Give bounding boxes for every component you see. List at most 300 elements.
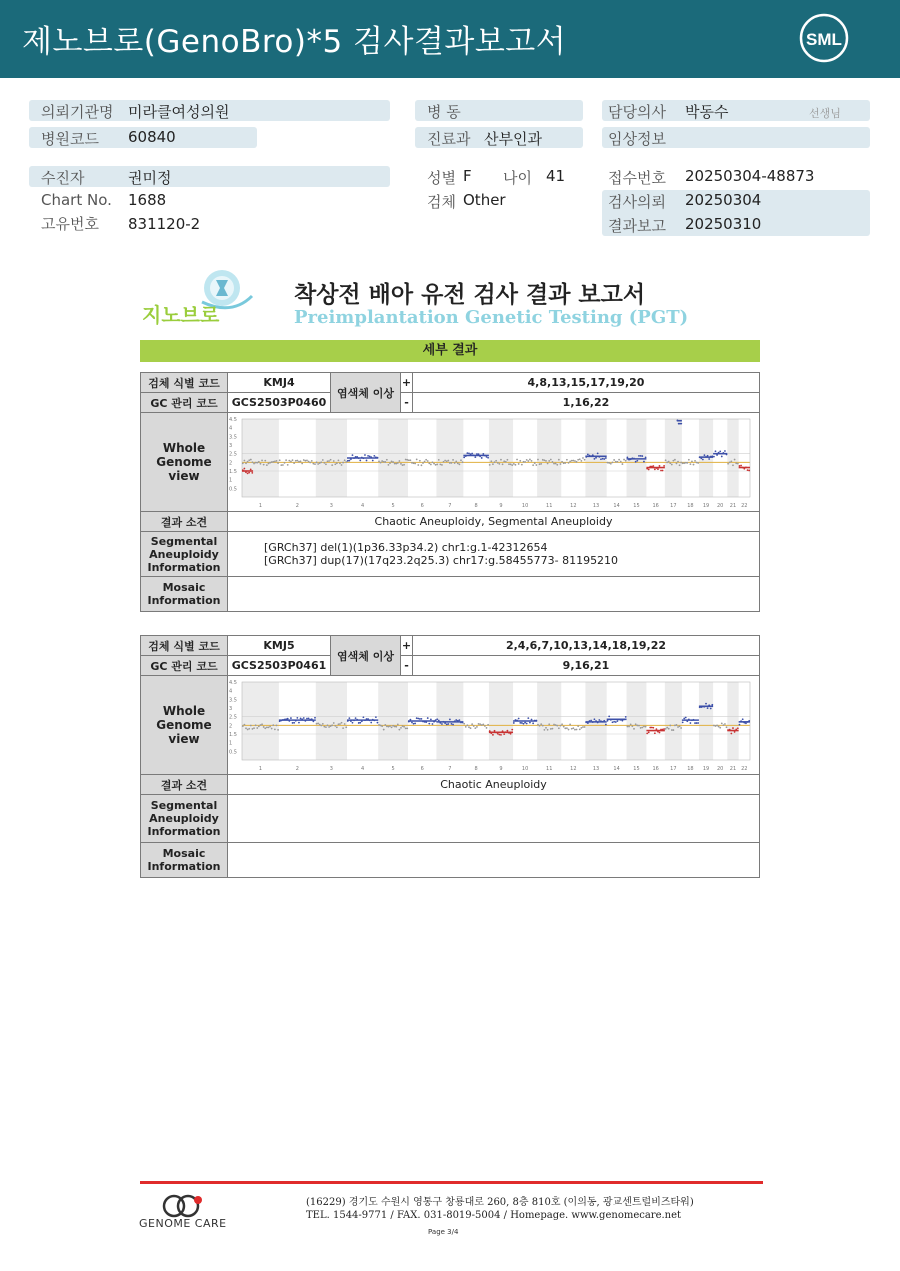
y-tick-label: 2 <box>229 723 233 730</box>
doctor-value: 박동수 <box>685 103 729 121</box>
data-point <box>726 726 728 728</box>
data-point <box>600 458 602 460</box>
data-point <box>325 463 327 465</box>
sml-logo-text: SML <box>806 30 842 49</box>
data-point <box>574 729 576 731</box>
data-point <box>358 722 360 724</box>
data-point <box>433 463 435 465</box>
data-point <box>427 460 429 462</box>
data-point <box>264 460 266 462</box>
data-point <box>686 462 688 464</box>
data-point <box>640 727 642 729</box>
chromosome-band <box>665 682 682 760</box>
data-point <box>519 722 521 724</box>
data-point <box>617 720 619 722</box>
data-point <box>594 458 596 460</box>
data-point <box>359 722 361 724</box>
data-point <box>312 463 314 465</box>
data-point <box>339 723 341 725</box>
data-point <box>416 717 418 719</box>
data-point <box>309 462 311 464</box>
data-point <box>610 463 612 465</box>
data-point <box>411 462 413 464</box>
data-point <box>389 725 391 727</box>
data-point <box>654 732 656 734</box>
data-point <box>317 463 319 465</box>
data-point <box>397 462 399 464</box>
x-tick-label: 11 <box>546 503 553 509</box>
data-point <box>422 462 424 464</box>
chromosome-segment-10 <box>513 717 537 724</box>
x-tick-label: 17 <box>670 503 677 509</box>
data-point <box>334 463 336 465</box>
data-point <box>680 462 682 464</box>
data-point <box>719 450 721 452</box>
y-tick-label: 3.5 <box>229 434 237 441</box>
data-point <box>419 718 421 720</box>
data-point <box>320 725 322 727</box>
data-point <box>613 459 615 461</box>
data-point <box>732 464 734 466</box>
data-point <box>378 461 380 463</box>
data-point <box>618 459 620 461</box>
data-point <box>500 459 502 461</box>
data-point <box>336 462 338 464</box>
x-tick-label: 1 <box>258 766 263 772</box>
data-point <box>384 724 386 726</box>
data-point <box>665 728 667 730</box>
data-point <box>734 459 736 461</box>
y-tick-label: 0.5 <box>229 749 237 756</box>
data-point <box>597 453 599 455</box>
data-point <box>542 725 544 727</box>
data-point <box>381 460 383 462</box>
data-point <box>540 463 542 465</box>
data-point <box>242 725 244 727</box>
data-point <box>566 459 568 461</box>
chromosome-segment-4 <box>347 454 378 462</box>
data-point <box>284 462 286 464</box>
sml-logo <box>798 12 850 64</box>
data-point <box>677 726 679 728</box>
data-point <box>466 724 468 726</box>
y-tick-label: 2.5 <box>229 714 237 721</box>
data-point <box>355 717 357 719</box>
chromosome-abnormality-label: 염색체 이상 <box>331 373 401 413</box>
data-point <box>576 461 578 463</box>
doctor-suffix: 선생님 <box>809 107 841 120</box>
chromosome-band <box>378 682 408 760</box>
data-point <box>298 461 300 463</box>
data-point <box>626 726 628 728</box>
data-point <box>362 716 364 718</box>
data-point <box>735 462 737 464</box>
data-point <box>344 723 346 725</box>
x-tick-label: 16 <box>652 503 659 509</box>
dept-value: 산부인과 <box>484 130 542 148</box>
data-point <box>303 717 305 719</box>
data-point <box>260 463 262 465</box>
x-tick-label: 20 <box>717 766 724 772</box>
data-point <box>466 452 468 454</box>
data-point <box>669 725 671 727</box>
data-point <box>345 726 347 728</box>
id-label: 고유번호 <box>41 215 99 233</box>
data-point <box>394 463 396 465</box>
data-point <box>641 455 643 457</box>
data-point <box>348 717 350 719</box>
data-point <box>406 459 408 461</box>
y-tick-label: 4 <box>229 688 233 695</box>
data-point <box>462 461 464 463</box>
data-point <box>694 460 696 462</box>
genobro-logo-text: 지노브로 <box>142 303 220 327</box>
ward-label: 병 동 <box>427 103 461 121</box>
data-point <box>620 461 622 463</box>
patient-value: 권미정 <box>128 169 172 187</box>
data-point <box>417 464 419 466</box>
data-point <box>359 460 361 462</box>
data-point <box>529 722 531 724</box>
data-point <box>608 716 610 718</box>
data-point <box>248 728 250 730</box>
data-point <box>513 722 515 724</box>
chromosome-segment-12 <box>561 723 585 730</box>
chromosome-segment-22 <box>739 718 751 725</box>
data-point <box>473 725 475 727</box>
data-point <box>633 728 635 730</box>
data-point <box>478 723 480 725</box>
x-tick-label: 14 <box>613 766 620 772</box>
x-tick-label: 6 <box>420 503 424 509</box>
data-point <box>742 718 744 720</box>
data-point <box>638 455 640 457</box>
data-point <box>476 453 478 455</box>
section-detailed-results: 세부 결과 <box>140 340 760 362</box>
gain-chromosomes: 2,4,6,7,10,13,14,18,19,22 <box>413 636 760 656</box>
patient-label: 수진자 <box>41 169 85 187</box>
sex-label: 성별 <box>427 169 456 187</box>
data-point <box>319 462 321 464</box>
data-point <box>276 724 278 726</box>
page-number: Page 3/4 <box>428 1228 459 1236</box>
data-point <box>572 460 574 462</box>
x-tick-label: 19 <box>702 503 710 509</box>
data-point <box>327 724 329 726</box>
data-point <box>515 464 517 466</box>
data-point <box>446 460 448 462</box>
data-point <box>574 460 576 462</box>
data-point <box>402 464 404 466</box>
whole-genome-plot <box>228 676 756 774</box>
y-tick-label: 3 <box>229 443 233 449</box>
data-point <box>617 461 619 463</box>
data-point <box>290 717 292 719</box>
y-tick-label: 1.5 <box>229 732 237 738</box>
data-point <box>352 454 354 456</box>
chromosome-band <box>627 419 647 497</box>
data-point <box>458 719 460 721</box>
data-point <box>341 722 343 724</box>
data-point <box>532 464 534 466</box>
data-point <box>659 732 661 734</box>
data-point <box>386 459 388 461</box>
data-point <box>652 727 654 729</box>
data-point <box>640 455 642 457</box>
data-point <box>274 460 276 462</box>
data-point <box>256 727 258 729</box>
gc-code-value: GCS2503P0461 <box>228 656 331 676</box>
data-point <box>510 733 512 735</box>
data-point <box>280 464 282 466</box>
data-point <box>612 462 614 464</box>
x-tick-label: 5 <box>391 503 395 509</box>
data-point <box>261 460 263 462</box>
data-point <box>595 457 597 459</box>
id-value: 831120-2 <box>128 215 201 233</box>
chromosome-band <box>436 682 463 760</box>
data-point <box>266 464 268 466</box>
data-point <box>424 461 426 463</box>
whole-genome-view-label: Whole Genome view <box>141 413 228 512</box>
data-point <box>481 724 483 726</box>
data-point <box>527 460 529 462</box>
data-point <box>694 722 696 724</box>
data-point <box>490 460 492 462</box>
report-header <box>0 0 900 78</box>
data-point <box>663 728 665 730</box>
data-point <box>244 460 246 462</box>
chromosome-band <box>378 419 408 497</box>
data-point <box>531 719 533 721</box>
data-point <box>542 459 544 461</box>
data-point <box>654 468 656 470</box>
data-point <box>427 717 429 719</box>
sample-code-value: KMJ4 <box>228 373 331 393</box>
chromosome-band <box>699 682 713 760</box>
data-point <box>497 462 499 464</box>
data-point <box>419 460 421 462</box>
data-point <box>737 463 739 465</box>
data-point <box>584 726 586 728</box>
x-tick-label: 3 <box>329 766 333 772</box>
data-point <box>430 719 432 721</box>
data-point <box>272 724 274 726</box>
data-point <box>316 461 318 463</box>
data-point <box>697 722 699 724</box>
data-point <box>330 725 332 727</box>
data-point <box>432 723 434 725</box>
data-point <box>607 462 609 464</box>
data-point <box>564 462 566 464</box>
data-point <box>555 724 557 726</box>
segmental-line: [GRCh37] dup(17)(17q23.2q25.3) chr17:g.58455773- 81195210 <box>264 554 619 567</box>
data-point <box>455 719 457 721</box>
data-point <box>333 460 335 462</box>
data-point <box>325 726 327 728</box>
chromosome-band <box>665 419 682 497</box>
data-point <box>648 469 650 471</box>
data-point <box>308 461 310 463</box>
data-point <box>398 460 400 462</box>
data-point <box>383 461 385 463</box>
data-point <box>526 723 528 725</box>
data-point <box>682 462 684 464</box>
data-point <box>395 463 397 465</box>
data-point <box>651 727 653 729</box>
data-point <box>245 727 247 729</box>
data-point <box>608 462 610 464</box>
data-point <box>285 459 287 461</box>
loss-sign: - <box>401 656 413 676</box>
data-point <box>449 462 451 464</box>
x-tick-label: 20 <box>717 503 724 509</box>
data-point <box>311 460 313 462</box>
data-point <box>636 460 638 462</box>
data-point <box>696 722 698 724</box>
finding-value: Chaotic Aneuploidy, Segmental Aneuploidy <box>228 512 760 532</box>
data-point <box>378 724 380 726</box>
data-point <box>465 726 467 728</box>
data-point <box>682 721 684 723</box>
whole-genome-plot-cell <box>228 676 760 775</box>
data-point <box>668 461 670 463</box>
data-point <box>403 726 405 728</box>
data-point <box>521 722 523 724</box>
data-point <box>492 734 494 736</box>
chromosome-band <box>627 682 647 760</box>
data-point <box>253 463 255 465</box>
data-point <box>679 725 681 727</box>
data-point <box>447 723 449 725</box>
data-point <box>561 461 563 463</box>
data-point <box>615 721 617 723</box>
mosaic-label: Mosaic Information <box>141 843 228 878</box>
data-point <box>268 727 270 729</box>
x-tick-label: 2 <box>295 766 299 772</box>
data-point <box>543 729 545 731</box>
data-point <box>300 718 302 720</box>
data-point <box>665 459 667 461</box>
data-point <box>672 729 674 731</box>
data-point <box>247 729 249 731</box>
data-point <box>446 723 448 725</box>
data-point <box>518 463 520 465</box>
data-point <box>739 465 741 467</box>
data-point <box>605 457 607 459</box>
footer-address-line: (16229) 경기도 수원시 영통구 창룡대로 260, 8층 810호 (이의동, 광교센트럴비즈타워) <box>306 1197 694 1208</box>
data-point <box>482 723 484 725</box>
pgt-title-korean: 착상전 배아 유전 검사 결과 보고서 <box>294 282 646 308</box>
data-point <box>314 717 316 719</box>
sample-table-2 <box>140 635 760 878</box>
finding-label: 결과 소견 <box>141 775 228 795</box>
data-point <box>255 724 257 726</box>
data-point <box>322 723 324 725</box>
data-point <box>710 708 712 710</box>
data-point <box>630 724 632 726</box>
data-point <box>615 461 617 463</box>
data-point <box>569 461 571 463</box>
data-point <box>250 459 252 461</box>
data-point <box>659 465 661 467</box>
data-point <box>680 423 682 425</box>
data-point <box>732 727 734 729</box>
data-point <box>293 722 295 724</box>
data-point <box>436 718 438 720</box>
data-point <box>529 459 531 461</box>
data-point <box>603 458 605 460</box>
chromosome-segment-2 <box>279 717 316 724</box>
x-tick-label: 1 <box>258 503 263 509</box>
data-point <box>471 723 473 725</box>
sample-code-label: 검체 식별 코드 <box>141 636 228 656</box>
data-point <box>451 723 453 725</box>
chromosome-segment-8 <box>463 723 489 729</box>
data-point <box>258 725 260 727</box>
data-point <box>334 725 336 727</box>
data-point <box>690 722 692 724</box>
data-point <box>643 461 645 463</box>
data-point <box>372 460 374 462</box>
data-point <box>397 724 399 726</box>
data-point <box>652 465 654 467</box>
data-point <box>391 726 393 728</box>
data-point <box>631 725 633 727</box>
data-point <box>432 461 434 463</box>
data-point <box>740 465 742 467</box>
data-point <box>290 461 292 463</box>
data-point <box>316 723 318 725</box>
data-point <box>506 730 508 732</box>
chromosome-abnormality-label: 염색체 이상 <box>331 636 401 676</box>
request-org-label: 의뢰기관명 <box>41 103 114 121</box>
data-point <box>328 726 330 728</box>
data-point <box>498 734 500 736</box>
data-point <box>347 460 349 462</box>
data-point <box>612 721 614 723</box>
data-point <box>306 460 308 462</box>
x-tick-label: 10 <box>521 766 529 772</box>
data-point <box>463 723 465 725</box>
data-point <box>369 455 371 457</box>
data-point <box>380 725 382 727</box>
data-point <box>531 460 533 462</box>
data-point <box>691 460 693 462</box>
chromosome-band <box>436 419 463 497</box>
x-tick-label: 22 <box>741 766 748 772</box>
data-point <box>263 726 265 728</box>
data-point <box>441 464 443 466</box>
data-point <box>666 461 668 463</box>
chromosome-segment-6 <box>408 717 437 725</box>
data-point <box>421 718 423 720</box>
data-point <box>560 463 562 465</box>
data-point <box>476 726 478 728</box>
data-point <box>722 724 724 726</box>
x-tick-label: 3 <box>329 503 333 509</box>
data-point <box>721 456 723 458</box>
clinical-label: 임상정보 <box>608 130 666 148</box>
data-point <box>306 718 308 720</box>
data-point <box>364 454 366 456</box>
data-point <box>468 726 470 728</box>
x-tick-label: 2 <box>295 503 299 509</box>
data-point <box>724 450 726 452</box>
loss-sign: - <box>401 393 413 413</box>
data-point <box>327 460 329 462</box>
data-point <box>436 464 438 466</box>
